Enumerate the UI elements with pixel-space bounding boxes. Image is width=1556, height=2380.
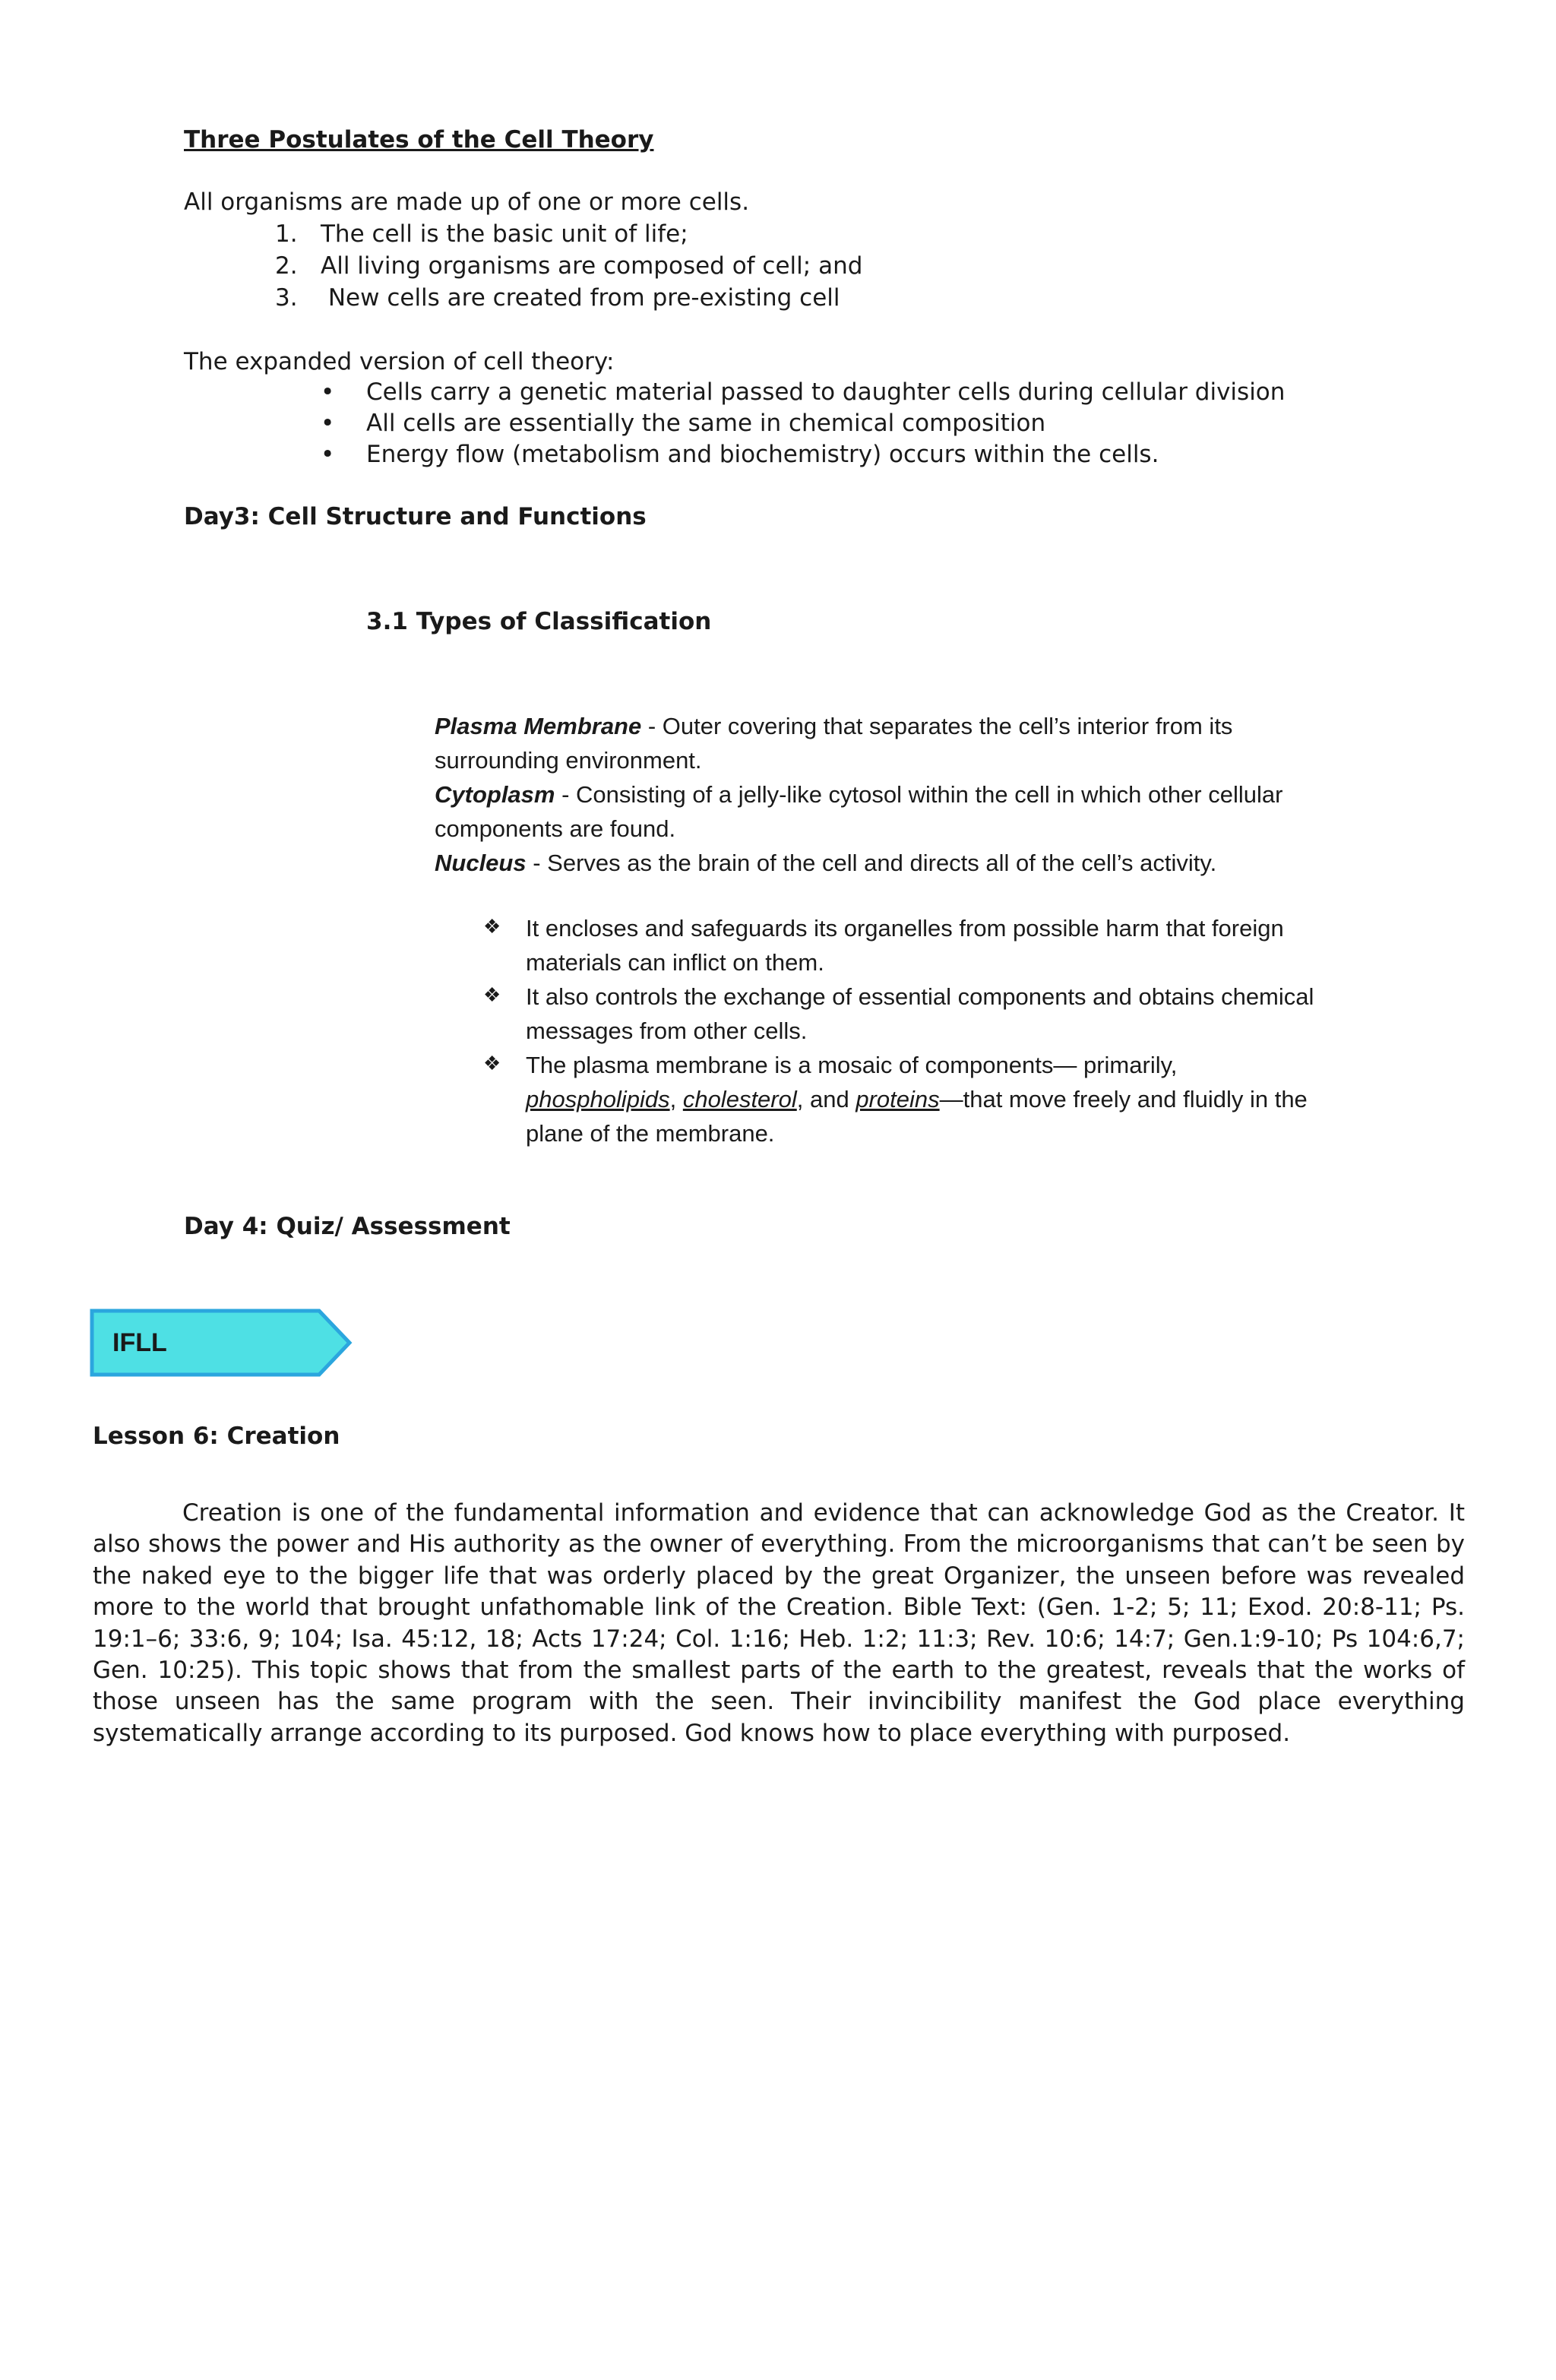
bullet-icon: • [321, 410, 335, 437]
bullet-icon: • [321, 441, 335, 468]
postulates-intro: All organisms are made up of one or more cells. [184, 188, 750, 216]
diamond-point [483, 915, 1284, 942]
postulate-text: New cells are created from pre-existing cell [321, 284, 840, 312]
ifll-banner [90, 1309, 354, 1377]
postulate-text: All living organisms are composed of cell; and [321, 252, 863, 280]
definition-cytoplasm [435, 781, 1282, 809]
point-text: It also controls the exchange of essential components and obtains chemical [526, 983, 1314, 1010]
ifll-label: IFLL [112, 1328, 167, 1357]
definition-plasma-membrane [435, 713, 1232, 740]
lesson6-paragraph [93, 1498, 1465, 1749]
definition-text: - Consisting of a jelly-like cytosol within the cell in which other cellular [555, 781, 1283, 808]
definition-text: - Outer covering that separates the cell’s interior from its [641, 713, 1233, 739]
postulates-heading: Three Postulates of the Cell Theory [184, 126, 654, 153]
postulate-item [275, 284, 840, 312]
expanded-bullet-item [321, 378, 1286, 406]
expanded-bullet-item [321, 410, 1046, 437]
bullet-icon: • [321, 378, 335, 406]
lesson6-heading: Lesson 6: Creation [93, 1423, 340, 1450]
expanded-bullet-item [321, 441, 1159, 468]
day3-subheading: 3.1 Types of Classification [366, 608, 712, 635]
diamond-bullet-icon: ❖ [483, 983, 501, 1006]
separator: , and [796, 1086, 856, 1112]
point-tail: —that move freely and fluidly in the [939, 1086, 1308, 1112]
definition-continuation: surrounding environment. [435, 747, 702, 774]
bullet-text: Cells carry a genetic material passed to daughter cells during cellular division [366, 378, 1286, 406]
definition-term: Plasma Membrane [435, 713, 642, 739]
definition-term: Nucleus [435, 850, 527, 876]
day4-heading: Day 4: Quiz/ Assessment [184, 1213, 511, 1240]
definition-nucleus [435, 850, 1216, 877]
postulate-number: 1. [275, 220, 298, 248]
point-text: It encloses and safeguards its organelles from possible harm that foreign [526, 915, 1284, 942]
diamond-point [483, 983, 1314, 1011]
postulate-item [275, 220, 688, 248]
point-continuation: materials can inflict on them. [526, 949, 824, 976]
postulate-item [275, 252, 862, 280]
point-text: The plasma membrane is a mosaic of components— primarily, [526, 1052, 1178, 1078]
day3-heading: Day3: Cell Structure and Functions [184, 503, 647, 530]
diamond-bullet-icon: ❖ [483, 915, 501, 938]
bullet-text: All cells are essentially the same in chemical composition [366, 410, 1046, 437]
definition-text: - Serves as the brain of the cell and directs all of the cell’s activity. [526, 850, 1217, 876]
expanded-intro: The expanded version of cell theory: [184, 348, 615, 375]
term-phospholipids: phospholipids [526, 1086, 670, 1112]
postulate-number: 2. [275, 252, 298, 280]
postulate-text: The cell is the basic unit of life; [321, 220, 688, 248]
point-continuation: messages from other cells. [526, 1018, 808, 1044]
diamond-bullet-icon: ❖ [483, 1052, 501, 1074]
point-continuation: plane of the membrane. [526, 1120, 775, 1147]
definition-term: Cytoplasm [435, 781, 555, 808]
bullet-text: Energy flow (metabolism and biochemistry) occurs within the cells. [366, 441, 1159, 468]
separator: , [669, 1086, 683, 1112]
point-continuation [526, 1086, 1308, 1113]
diamond-point [483, 1052, 1178, 1079]
term-cholesterol: cholesterol [682, 1086, 797, 1112]
term-proteins: proteins [855, 1086, 940, 1112]
paragraph-text: Creation is one of the fundamental information and evidence that can acknowledge God as the Creator. It also shows the power and His authority as the owner of everything. From the microorganisms that can’t be seen by the naked eye to the bigger life that was orderly placed by the great Organizer, the unseen before was revealed more to the world that brought unfathomable link of the Creation. Bible Text: (Gen. 1-2; 5; 11; Exod. 20:8-11; Ps. 19:1–6; 33:6, 9; 104; Isa. 45:12, 18; Acts 17:24; Col. 1:16; Heb. 1:2; 11:3; Rev. 10:6; 14:7; Gen.1:9-10; Ps 104:6,7; Gen. 10:25). This topic shows that from the smallest parts of the earth to the greatest, reveals that the works of those unseen has the same program with the seen. Their invincibility manifest the God place everything systematically arrange according to its purposed. God knows how to place everything with purposed. [93, 1499, 1465, 1747]
postulate-number: 3. [275, 284, 298, 312]
definition-continuation: components are found. [435, 815, 676, 842]
